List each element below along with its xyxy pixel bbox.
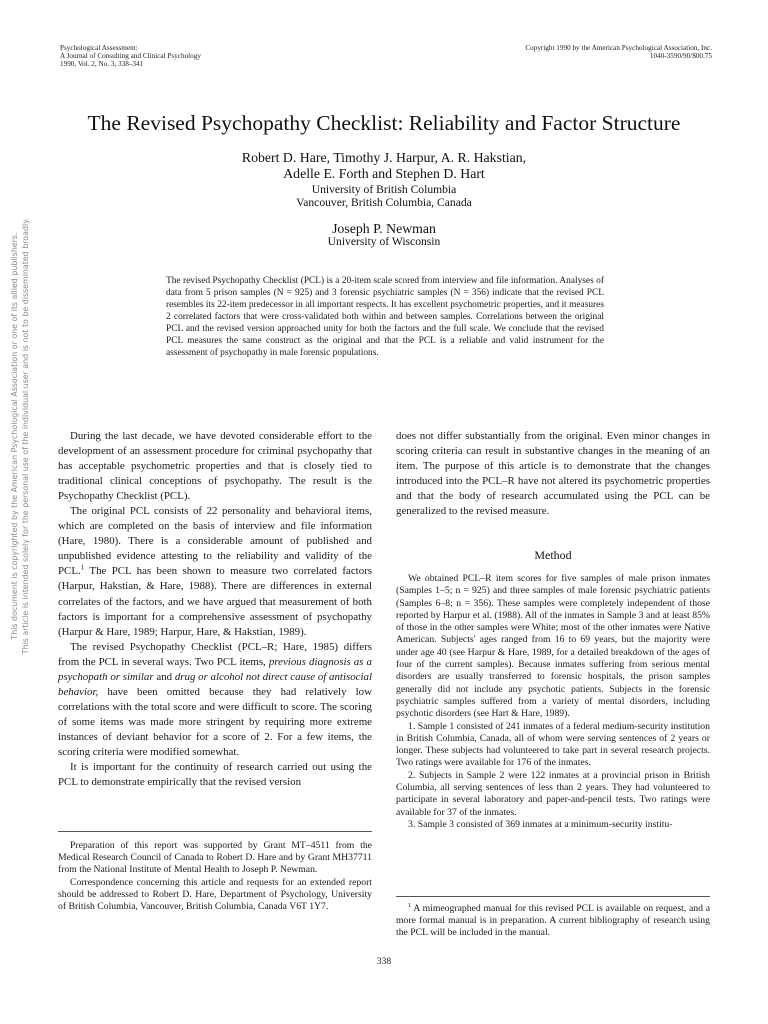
issn-line: 1040-3590/90/$00.75 xyxy=(649,52,712,61)
footnote-paragraph: Preparation of this report was supported by Grant MT–4511 from the Medical Research Council of Canada to Robert D. Hare and by Grant MH37711 from the National Institute of Mental Health to Joseph P. Newman. xyxy=(58,840,372,876)
abstract: The revised Psychopathy Checklist (PCL) is a 20-item scale scored from interview and file information. Analyses of data from 5 prison samples (N = 925) and 3 forensic psychiatric samples (N = 356) indicate that the revised PCL resembles its 22-item predecessor in all important respects. It has excellent psychometric properties, and it measures 2 correlated factors that were cross-validated both within and between samples. Correlations between the original PCL and the revised version approached unity for both the factors and the full scale. We conclude that the revised PCL measures the same construct as the original and that the PCL is a reliable and valid instrument for the assessment of psychopathy in male forensic populations. xyxy=(166,276,604,358)
body-paragraph xyxy=(58,640,372,760)
copyright-header xyxy=(412,44,712,60)
side-notice-line: This article is intended solely for the personal use of the individual user and is not to be disseminated broadly. xyxy=(21,217,30,655)
body-text: have been omitted because they had relatively low correlations with the total score and were difficult to score. The scoring of some items was made more stringent by requiring more extreme instances of deviant behavior for a score of 2. For a few items, the scoring criteria were modified somewhat. xyxy=(58,685,372,758)
author-newman: Joseph P. Newman xyxy=(332,221,436,236)
body-text: and xyxy=(153,670,175,683)
method-paragraph: 2. Subjects in Sample 2 were 122 inmates at a provincial prison in British Columbia, all serving sentences of less than 2 years. They had volunteered to participate in several laboratory and paper-and-pencil tests. Two ratings were available for 37 of the inmates. xyxy=(396,769,710,818)
affiliation-line: Vancouver, British Columbia, Canada xyxy=(296,195,472,209)
author-note xyxy=(58,840,372,913)
footnote-divider xyxy=(396,896,710,897)
footnote-divider xyxy=(58,831,372,832)
author-line: Adelle E. Forth and Stephen D. Hart xyxy=(283,165,485,181)
side-notice-line: This document is copyrighted by the American Psychological Association or one of its allied publishers. xyxy=(10,232,19,640)
body-column-right xyxy=(396,429,710,519)
journal-header xyxy=(60,44,320,69)
footnote-paragraph xyxy=(396,903,710,940)
affiliation-ubc xyxy=(150,184,618,209)
body-paragraph: It is important for the continuity of research carried out using the PCL to demonstrate empirically that the revised version xyxy=(58,761,372,789)
footnote-text: A mimeographed manual for this revised PCL is available on request, and a more formal manual is in preparation. A current bibliography of research using the PCL will be included in the manual. xyxy=(396,903,710,939)
method-heading: Method xyxy=(534,548,572,562)
affiliation-wisconsin: University of Wisconsin xyxy=(327,235,441,248)
item-name: previous diagnosis as a psychopath or similar xyxy=(58,655,372,683)
page-number: 338 xyxy=(376,956,392,967)
copyright-line: Copyright 1990 by the American Psychological Association, Inc. xyxy=(525,44,712,52)
body-text: The revised Psychopathy Checklist (PCL–R; Hare, 1985) differs from the PCL in several ways. Two PCL items, xyxy=(58,640,372,668)
method-paragraph: 1. Sample 1 consisted of 241 inmates of a federal medium-security institution in British Columbia, Canada, all of whom were serving sentences of 2 years or longer. These subjects had volunteered to take part in several research projects. Two ratings were available for 176 of the inmates. xyxy=(396,720,710,769)
affiliation-line: University of British Columbia xyxy=(311,183,457,196)
body-text: The PCL has been shown to measure two correlated factors (Harpur, Hakstian, & Hare, 1988). There are differences in external correlates of the factors, and we have argued that measurement of both factors is important for a comprehensive assessment of psychopathy (Harpur & Hare, 1989; Harpur, Hare, & Hakstian, 1989). xyxy=(58,565,372,638)
journal-subtitle: A Journal of Consulting and Clinical Psychology xyxy=(60,52,201,61)
footnote-marker: 1 xyxy=(408,901,412,909)
item-name: drug or alcohol not direct cause of antisocial behavior, xyxy=(58,670,372,698)
body-paragraph: does not differ substantially from the original. Even minor changes in scoring criteria can result in substantive changes in the meaning of an item. The purpose of this article is to demonstrate that the changes introduced into the PCL–R have not altered its psychometric properties and that the body of research accumulated using the PCL can be generalized to the revised measure. xyxy=(396,430,710,518)
method-paragraph: We obtained PCL–R item scores for five samples of male prison inmates (Samples 1–5; n = 925) and three samples of male forensic psychiatric patients (Samples 6–8; n = 356). These samples were completely independent of those reported by Harpur et al. (1988). All of the inmates in Sample 3 and at least 85% of those in the other samples were White; most of the other inmates were Native American. Subjects' ages ranged from 16 to 69 years, but the majority were under age 40 (see Harpur & Hare, 1989, for a detailed breakdown of the ages of four of the current samples). Because inmates suffering from serious mental disorders are usually transferred to forensic hospitals, the prison samples generally did not include any psychotic patients. Subjects in the forensic psychiatric samples suffered from a variety of mental disorders, including psychotic disorders (see Hart & Hare, 1989). xyxy=(396,573,710,720)
article-title: The Revised Psychopathy Checklist: Reliability and Factor Structure xyxy=(87,111,681,135)
side-notice-wrap xyxy=(2,210,38,662)
author-line: Robert D. Hare, Timothy J. Harpur, A. R. Hakstian, xyxy=(241,150,527,165)
footnote-1 xyxy=(396,903,710,940)
method-section xyxy=(396,573,710,831)
journal-volume: 1990, Vol. 2, No. 3, 338–341 xyxy=(60,60,144,69)
body-column-left xyxy=(58,429,372,790)
body-paragraph: During the last decade, we have devoted considerable effort to the development of an assessment procedure for criminal psychopathy that has acceptable psychometric properties and that is closely tied to traditional clinical conceptions of psychopathy. The result is the Psychopathy Checklist (PCL). xyxy=(58,430,372,503)
journal-name: Psychological Assessment: xyxy=(60,44,138,52)
method-paragraph: 3. Sample 3 consisted of 369 inmates at a minimum-security institu- xyxy=(408,818,673,830)
footnote-ref[interactable]: 1 xyxy=(80,563,85,572)
body-text: The original PCL consists of 22 personality and behavioral items, which are completed on the basis of interview and file information (Hare, 1980). There is a considerable amount of published and unpublished evidence attesting to the reliability and validity of the PCL. xyxy=(58,505,372,578)
author-list xyxy=(150,150,618,181)
body-paragraph xyxy=(58,504,372,639)
side-copyright-notice xyxy=(9,210,31,662)
footnote-paragraph: Correspondence concerning this article and requests for an extended report should be addressed to Robert D. Hare, Department of Psychology, University of British Columbia, Vancouver, British Columbia, Canada V6T 1Y7. xyxy=(58,876,372,913)
